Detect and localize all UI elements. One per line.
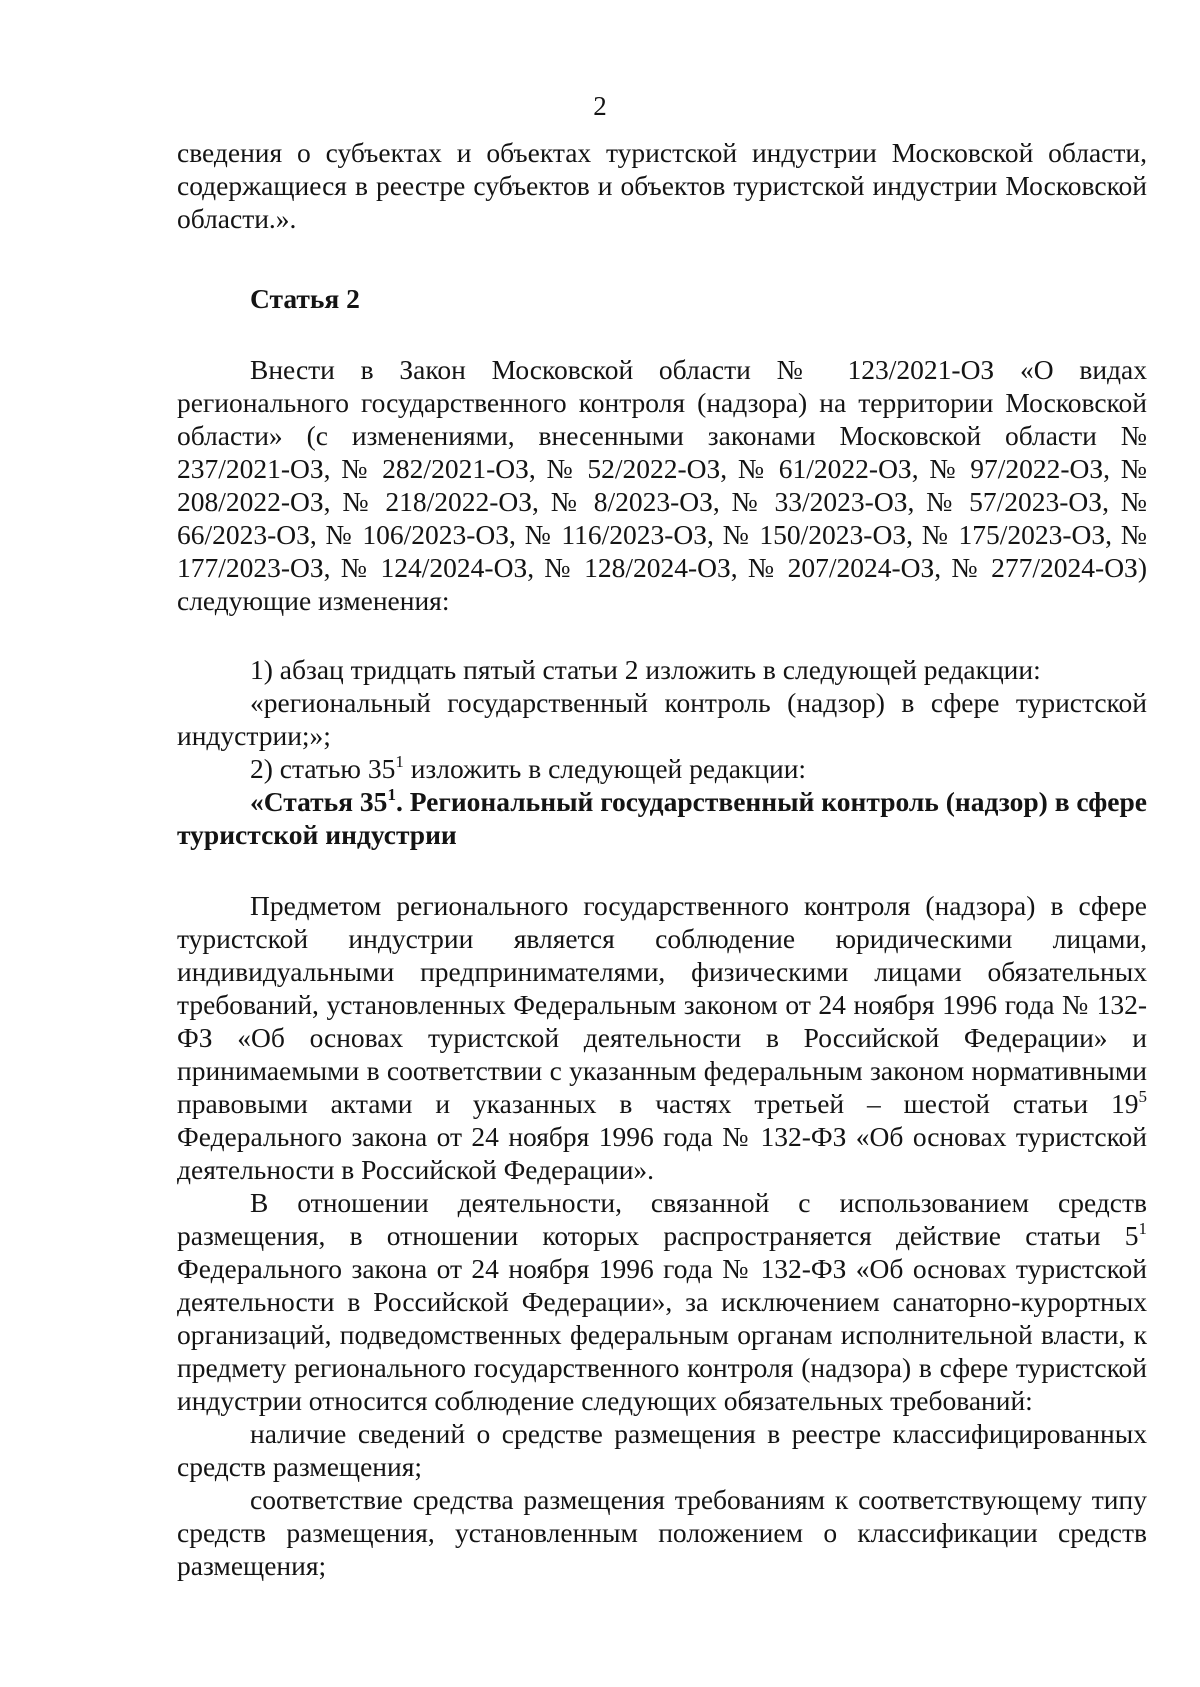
article-35-1-heading-superscript: 1 bbox=[387, 785, 396, 804]
amendment-item-2-superscript: 1 bbox=[395, 752, 404, 771]
requirement-item-2: соответствие средства размещения требованиям к соответствующему типу средств размещения, установленным положением о классификации средств размещения; bbox=[177, 1484, 1147, 1581]
paragraph-2-superscript: 1 bbox=[1138, 1219, 1147, 1238]
amendment-item-2-after: изложить в следующей редакции: bbox=[403, 753, 807, 784]
page-number: 2 bbox=[593, 91, 607, 121]
document-body bbox=[177, 136, 1147, 1582]
article-2-heading: Статья 2 bbox=[250, 283, 360, 314]
amendment-item-1: 1) абзац тридцать пятый статьи 2 изложить в следующей редакции: bbox=[250, 654, 1041, 685]
article-2-intro-paragraph: Внести в Закон Московской области № 123/2021-ОЗ «О видах регионального государственного контроля (надзора) на территории Московской области» (с изменениями, внесенными законами Московской области № 237/2021-ОЗ, № 282/2021-ОЗ, № 52/2022-ОЗ, № 61/2022-ОЗ, № 97/2022-ОЗ, № 208/2022-ОЗ, № 218/2022-ОЗ, № 8/2023-ОЗ, № 33/2023-ОЗ, № 57/2023-ОЗ, № 66/2023-ОЗ, № 106/2023-ОЗ, № 116/2023-ОЗ, № 150/2023-ОЗ, № 175/2023-ОЗ, № 177/2023-ОЗ, № 124/2024-ОЗ, № 128/2024-ОЗ, № 207/2024-ОЗ, № 277/2024-ОЗ) следующие изменения: bbox=[177, 354, 1147, 616]
amendment-item-2 bbox=[177, 752, 1147, 785]
article-35-1-paragraph-2 bbox=[177, 1186, 1147, 1417]
article-35-1-heading-after: . Региональный государственный контроль (надзор) в сфере туристской индустрии bbox=[177, 786, 1147, 850]
article-35-1-paragraph-1 bbox=[177, 889, 1147, 1186]
amendment-item-2-before: 2) статью 35 bbox=[250, 753, 396, 784]
paragraph-1-before: Предметом регионального государственного контроля (надзора) в сфере туристской индустрии является соблюдение юридическими лицами, индивидуальными предпринимателями, физическими лицами обязательных требований, установленных Федеральным законом от 24 ноября 1996 года № 132-ФЗ «Об основах туристской деятельности в Российской Федерации» и принимаемыми в соответствии с указанным федеральным законом нормативными правовыми актами и указанных в частях третьей – шестой статьи 19 bbox=[177, 890, 1147, 1119]
article-35-1-heading bbox=[177, 785, 1147, 851]
article-35-1-heading-before: «Статья 35 bbox=[250, 786, 388, 817]
paragraph-1-superscript: 5 bbox=[1138, 1087, 1147, 1106]
paragraph-1-after: Федерального закона от 24 ноября 1996 года № 132-ФЗ «Об основах туристской деятельности в Российской Федерации». bbox=[177, 1121, 1147, 1185]
amendment-item-1-text: «региональный государственный контроль (надзор) в сфере туристской индустрии;»; bbox=[177, 687, 1147, 751]
paragraph-2-after: Федерального закона от 24 ноября 1996 года № 132-ФЗ «Об основах туристской деятельности в Российской Федерации», за исключением санаторно-курортных организаций, подведомственных федеральным органам исполнительной власти, к предмету регионального государственного контроля (надзора) в сфере туристской индустрии относится соблюдение следующих обязательных требований: bbox=[177, 1253, 1147, 1416]
requirement-item-1: наличие сведений о средстве размещения в реестре классифицированных средств размещения; bbox=[177, 1418, 1147, 1482]
paragraph-2-before: В отношении деятельности, связанной с использованием средств размещения, в отношении которых распространяется действие статьи 5 bbox=[177, 1187, 1147, 1251]
continuation-paragraph: сведения о субъектах и объектах туристской индустрии Московской области, содержащиеся в реестре субъектов и объектов туристской индустрии Московской области.». bbox=[177, 137, 1147, 234]
